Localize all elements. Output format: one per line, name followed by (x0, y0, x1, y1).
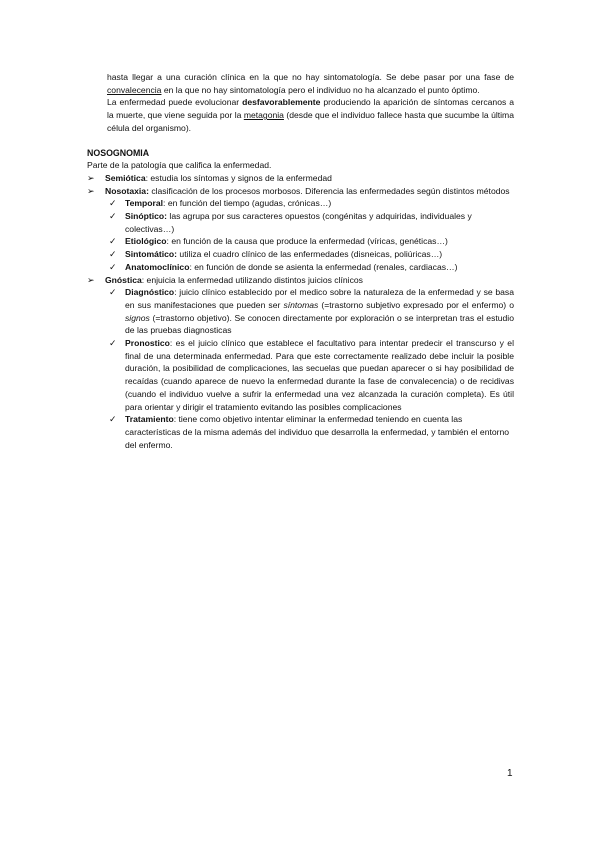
intro-paragraph-1: hasta llegar a una curación clínica en la que no hay sintomatología. Se debe pasar por una fase de convalecencia en la que no hay sintomatología pero el individuo no ha alcanzado el punto óptimo. (107, 72, 514, 95)
body-text (87, 71, 514, 451)
intro-paragraph-2: La enfermedad puede evolucionar desfavorablemente produciendo la aparición de síntomas cercanos a la muerte, que viene seguida por la metagonia (desde que el individuo fallece hasta que sucumbe la última célula del organismo). (107, 97, 515, 133)
arrow-bullet-icon: ➢ (87, 274, 95, 285)
checkmark-icon: ✓ (109, 211, 117, 222)
checkmark-icon: ✓ (109, 198, 117, 209)
sub-item-temporal: ✓ Temporal: en función del tiempo (agudas, crónicas…) (109, 198, 332, 209)
sub-item-anatomoclinico: ✓ Anatomoclínico: en función de donde se asienta la enfermedad (renales, cardiacas…) (109, 261, 458, 272)
section-heading: NOSOGNOMIA (87, 147, 150, 158)
sub-item-sintomatico: ✓ Sintomático: utiliza el cuadro clínico de las enfermedades (disneicas, poliúricas…) (109, 249, 443, 260)
checkmark-icon: ✓ (109, 236, 117, 247)
sub-item-etiologico: ✓ Etiológico: en función de la causa que produce la enfermedad (víricas, genéticas…) (109, 236, 448, 247)
sub-item-pronostico: ✓ Pronostico: es el juicio clínico que establece el facultativo para intentar predecir el transcurso y el final de una determinada enfermedad. Para que este correctamente realizado debe incluir la posible duración, la posibilidad de complicaciones, las secuelas que puedan aparecer o si hay posibilidad de recaídas (cuando aparece de nuevo la enfermedad durante la fase de convalecencia) o de recidivas (cuando el individuo vuelve a sufrir la enfermedad una vez alcanzada la curación completa). Es útil para orientar y dirigir el tratamiento evitando las posibles complicaciones (109, 338, 514, 412)
term-metagonia: metagonia (243, 110, 284, 121)
section-subtitle: Parte de la patología que califica la enfermedad. (87, 160, 272, 171)
arrow-bullet-icon: ➢ (87, 172, 95, 183)
checkmark-icon: ✓ (109, 287, 117, 298)
term-desfavorablemente: desfavorablemente (242, 97, 321, 108)
sub-item-sinoptico: ✓ Sinóptico: las agrupa por sus caracteres opuestos (congénitas y adquiridas, individuales y colectivas…) (109, 211, 472, 234)
list-item-semiotica: ➢ Semiótica: estudia los síntomas y signos de la enfermedad (87, 172, 332, 183)
sub-item-diagnostico: ✓ Diagnóstico: juicio clínico establecido por el medico sobre la naturaleza de la enfermedad y se basa en sus manifestaciones que pueden ser síntomas (=trastorno subjetivo expresado por el enfermo) o signos (=trastorno objetivo). Se conocen directamente por exploración o se interpretan tras el estudio de las pruebas diagnosticas (109, 287, 514, 336)
page-number: 1 (507, 768, 513, 779)
checkmark-icon: ✓ (109, 249, 117, 260)
checkmark-icon: ✓ (109, 338, 117, 349)
sub-item-tratamiento: ✓ Tratamiento: tiene como objetivo intentar eliminar la enfermedad teniendo en cuenta las características de la misma además del individuo que desarrolla la enfermedad, y también el entorno del enfermo. (109, 414, 510, 450)
term-convalecencia: convalecencia (107, 84, 162, 95)
list-item-nosotaxia: ➢ Nosotaxia: clasificación de los procesos morbosos. Diferencia las enfermedades según distintos métodos (87, 185, 510, 196)
checkmark-icon: ✓ (109, 414, 117, 425)
list-item-gnostica: ➢ Gnóstica: enjuicia la enfermedad utilizando distintos juicios clínicos (87, 274, 363, 285)
checkmark-icon: ✓ (109, 261, 117, 272)
arrow-bullet-icon: ➢ (87, 185, 95, 196)
